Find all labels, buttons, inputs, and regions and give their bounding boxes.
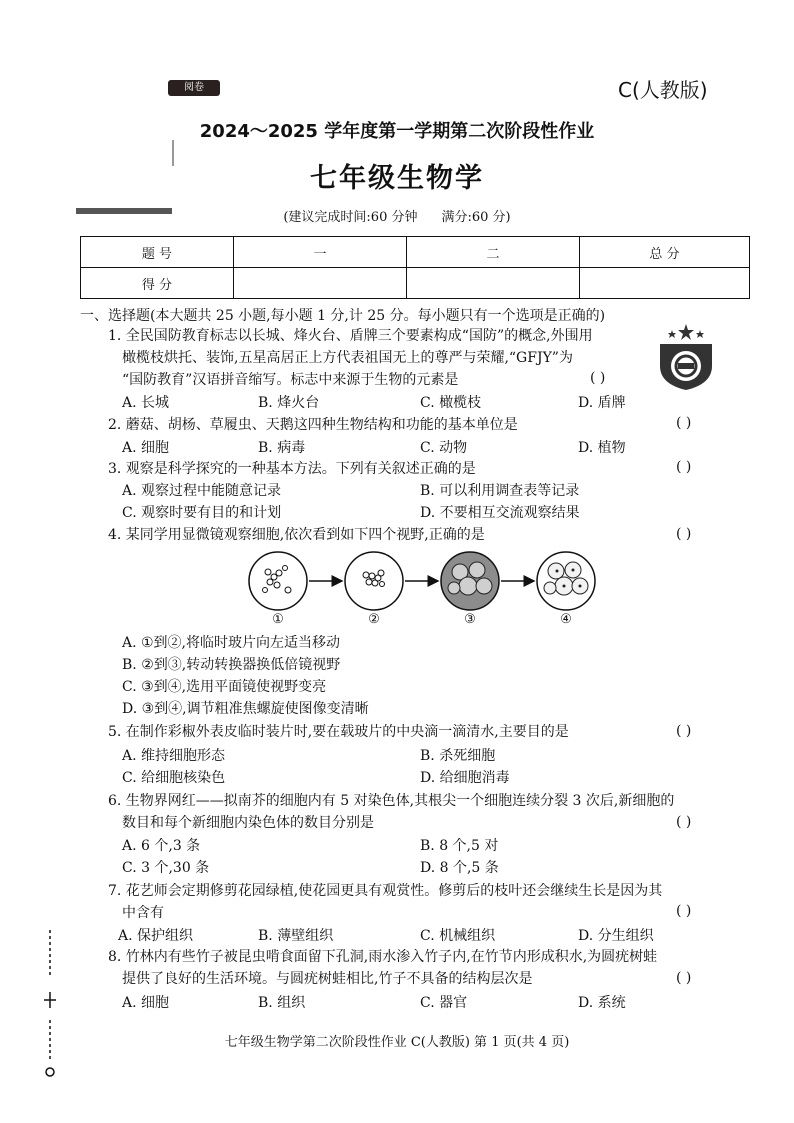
option-c: C. 橄榄枝 [420, 395, 482, 411]
score-cell: 二 [407, 237, 580, 268]
option-d: D. 不要相互交流观察结果 [420, 505, 580, 521]
score-table [80, 236, 750, 299]
option-c: C. 动物 [420, 440, 468, 456]
question-6 [108, 790, 674, 834]
question-line: 中含有 [122, 905, 164, 921]
option-d: D. 8 个,5 条 [420, 860, 499, 876]
score-input-cell[interactable] [407, 268, 580, 299]
question-line: 6. 生物界网红——拟南芥的细胞内有 5 对染色体,其根尖一个细胞连续分裂 3 次后,新细胞的 [108, 793, 675, 809]
question-line: 5. 在制作彩椒外表皮临时装片时,要在载玻片的中央滴一滴清水,主要目的是 [108, 724, 569, 740]
option-c: C. 机械组织 [420, 928, 496, 944]
binding-line-mark [30, 930, 70, 1090]
question-line: 提供了良好的生活环境。与圆疣树蛙相比,竹子不具备的结构层次是 [122, 971, 533, 987]
microscope-views-figure [248, 548, 596, 614]
question-5 [108, 721, 569, 743]
option-d: D. 盾牌 [578, 395, 626, 411]
question-4 [108, 524, 485, 546]
score-table-header-row [81, 237, 750, 268]
option-c: C. 器官 [420, 995, 468, 1011]
option-c: C. 给细胞核染色 [122, 770, 226, 786]
answer-paren[interactable]: ( ) [676, 459, 692, 475]
question-line: 数目和每个新细胞内染色体的数目分别是 [122, 815, 374, 831]
answer-paren[interactable]: ( ) [590, 370, 606, 386]
answer-paren[interactable]: ( ) [676, 526, 692, 542]
stamp-mark: 阅卷 [168, 80, 220, 96]
option-c: C. 观察时要有目的和计划 [122, 505, 282, 521]
view-caption: ③ [464, 612, 476, 627]
option-a: A. 长城 [122, 395, 170, 411]
option-c: C. 3 个,30 条 [122, 860, 210, 876]
option-a: A. 保护组织 [118, 928, 194, 944]
full-score: 满分:60 分) [441, 210, 511, 225]
score-cell: 一 [234, 237, 407, 268]
option-d: D. 植物 [578, 440, 626, 456]
question-line: 7. 花艺师会定期修剪花园绿植,使花园更具有观赏性。修剪后的枝叶还会继续生长是因为其 [108, 883, 663, 899]
view-3 [441, 552, 499, 610]
option-b: B. 8 个,5 对 [420, 838, 499, 854]
question-line: “国防教育”汉语拼音缩写。标志中来源于生物的元素是 [122, 372, 459, 388]
question-3 [108, 458, 476, 480]
subject-title: 七年级生物学 [310, 163, 484, 194]
suggested-time: (建议完成时间:60 分钟 [283, 210, 418, 225]
answer-paren[interactable]: ( ) [676, 814, 692, 830]
option-a: A. 细胞 [122, 995, 170, 1011]
question-line: 3. 观察是科学探究的一种基本方法。下列有关叙述正确的是 [108, 461, 476, 477]
view-caption: ① [272, 612, 284, 627]
option-d: D. 给细胞消毒 [420, 770, 510, 786]
edition-label: C(人教版) [618, 78, 708, 102]
option-a: A. 观察过程中能随意记录 [122, 483, 282, 499]
view-1 [249, 552, 307, 610]
option-c: C. ③到④,选用平面镜使视野变亮 [122, 679, 327, 695]
question-line: 1. 全民国防教育标志以长城、烽火台、盾牌三个要素构成“国防”的概念,外围用 [108, 328, 593, 344]
view-2 [345, 552, 403, 610]
question-line: 8. 竹林内有些竹子被昆虫啃食面留下孔洞,雨水渗入竹子内,在竹节内形成积水,为圆疣树蛙 [108, 949, 658, 965]
answer-paren[interactable]: ( ) [676, 415, 692, 431]
option-b: B. 病毒 [258, 440, 306, 456]
section-title: 一、选择题(本大题共 25 小题,每小题 1 分,计 25 分。每小题只有一个选项是正确的) [80, 308, 606, 324]
view-caption: ② [368, 612, 380, 627]
option-b: B. ②到③,转动转换器换低倍镜视野 [122, 657, 341, 673]
question-7 [108, 880, 662, 924]
option-d: D. 系统 [578, 995, 626, 1011]
score-table-score-row [81, 268, 750, 299]
view-4 [537, 552, 595, 610]
answer-paren[interactable]: ( ) [676, 903, 692, 919]
option-b: B. 杀死细胞 [420, 748, 496, 764]
question-2 [108, 414, 518, 436]
option-d: D. ③到④,调节粗准焦螺旋使图像变清晰 [122, 701, 369, 717]
answer-paren[interactable]: ( ) [676, 970, 692, 986]
option-a: A. 6 个,3 条 [122, 838, 201, 854]
option-a: A. 细胞 [122, 440, 170, 456]
question-line: 2. 蘑菇、胡杨、草履虫、天鹅这四种生物结构和功能的基本单位是 [108, 417, 518, 433]
question-1 [108, 325, 593, 391]
option-b: B. 组织 [258, 995, 306, 1011]
question-line: 4. 某同学用显微镜观察细胞,依次看到如下四个视野,正确的是 [108, 527, 485, 543]
option-d: D. 分生组织 [578, 928, 654, 944]
answer-paren[interactable]: ( ) [676, 723, 692, 739]
option-b: B. 薄壁组织 [258, 928, 334, 944]
question-line: 橄榄枝烘托、装饰,五星高居正上方代表祖国无上的尊严与荣耀,“GFJY”为 [122, 350, 573, 366]
option-b: B. 烽火台 [258, 395, 320, 411]
term-title: 2024～2025 学年度第一学期第二次阶段性作业 [199, 121, 595, 142]
question-8 [108, 946, 657, 990]
option-a: A. ①到②,将临时玻片向左适当移动 [122, 635, 341, 651]
score-cell: 题 号 [81, 237, 234, 268]
time-note [0, 206, 794, 225]
option-b: B. 可以利用调查表等记录 [420, 483, 580, 499]
national-defense-emblem-icon [652, 322, 720, 392]
score-cell: 总 分 [580, 237, 750, 268]
page-footer: 七年级生物学第二次阶段性作业 C(人教版) 第 1 页(共 4 页) [224, 1035, 570, 1050]
view-caption: ④ [560, 612, 572, 627]
score-input-cell[interactable] [234, 268, 407, 299]
option-a: A. 维持细胞形态 [122, 748, 226, 764]
score-input-cell[interactable] [580, 268, 750, 299]
score-cell: 得 分 [81, 268, 234, 299]
